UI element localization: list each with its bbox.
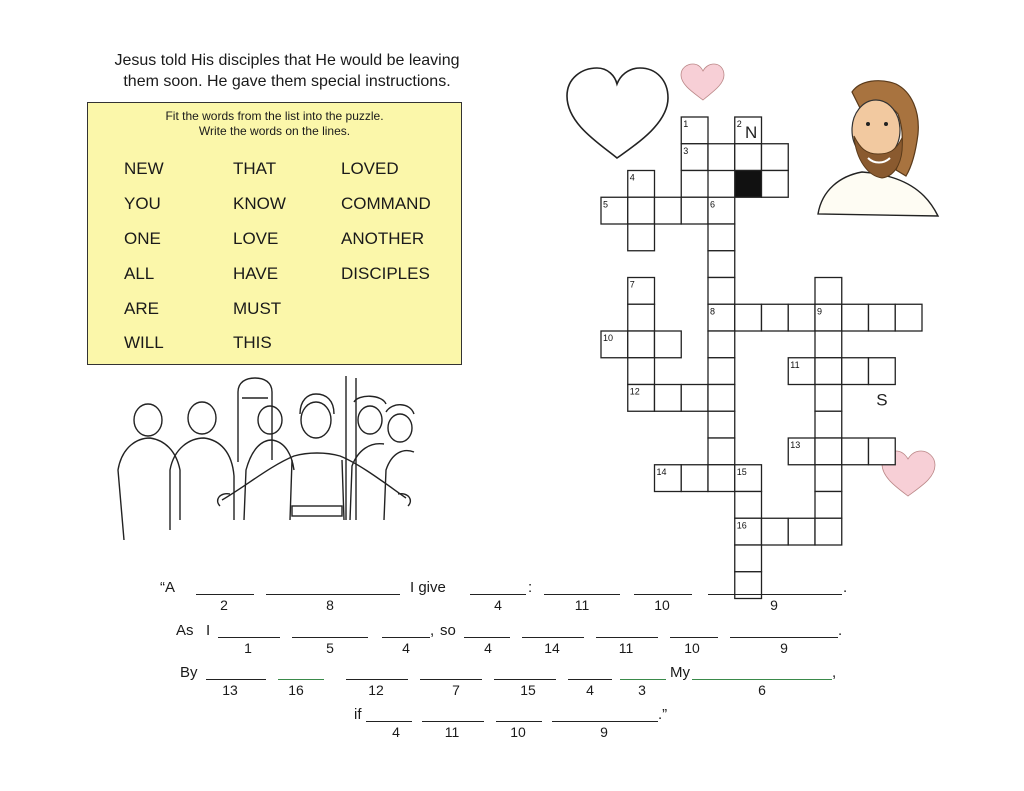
crossword-cell[interactable] [735,144,762,171]
crossword-cell[interactable] [842,304,869,331]
word-item: ALL [124,264,155,283]
answer-blank[interactable] [206,679,266,680]
answer-blank[interactable] [464,637,510,638]
clue-number: 12 [629,386,640,397]
outline-heart-icon [567,68,668,158]
crossword-black-cell [735,171,762,198]
blank-number: 9 [780,640,788,656]
crossword-cell[interactable] [708,251,735,278]
crossword-cell[interactable] [735,304,762,331]
crossword-cell[interactable] [708,411,735,438]
intro-line-2: them soon. He gave them special instructions. [123,73,451,90]
crossword-cell[interactable] [815,438,842,465]
clue-number: 4 [629,172,635,183]
sentence-text: “A [160,579,175,596]
intro-line-1: Jesus told His disciples that He would be leaving [114,52,460,69]
crossword-cell[interactable] [628,331,655,358]
answer-blank[interactable] [708,594,842,595]
crossword-cell[interactable] [869,304,896,331]
crossword-cell[interactable] [815,518,842,545]
sentence-text: , [430,622,435,639]
clue-number: 16 [736,520,747,531]
word-item: LOVED [341,159,399,178]
word-item: KNOW [233,194,286,213]
word-item: MUST [233,299,282,318]
word-item: ARE [124,299,159,318]
clue-number: 6 [710,199,716,210]
answer-blank[interactable] [292,637,368,638]
pink-heart-icon [681,64,724,100]
word-item: YOU [124,194,161,213]
sentence-text: As [176,622,194,639]
blank-number: 10 [684,640,700,656]
blank-number: 1 [244,640,252,656]
blank-number: 12 [368,682,384,698]
blank-number: 4 [392,724,400,740]
blank-number: 9 [600,724,608,740]
word-item: NEW [124,159,164,178]
answer-blank[interactable] [494,679,556,680]
crossword-cell[interactable] [681,465,708,492]
clue-number: 14 [656,466,667,477]
crossword-cell[interactable] [681,171,708,198]
blank-number: 16 [288,682,304,698]
answer-blank[interactable] [218,637,280,638]
sentence-text: . [838,622,843,639]
blank-number: 4 [402,640,410,656]
blank-number: 11 [444,724,460,740]
jesus-portrait-icon [818,81,938,216]
crossword-cell[interactable] [762,518,789,545]
disciples-illustration-icon [118,376,414,540]
sentence-text: so [440,622,456,639]
answer-blank[interactable] [420,679,482,680]
blank-number: 11 [618,640,634,656]
word-item: ONE [124,229,161,248]
answer-blank[interactable] [366,721,412,722]
crossword-cell[interactable] [869,358,896,385]
crossword-cell[interactable] [708,144,735,171]
crossword-cell[interactable] [708,278,735,305]
blank-number: 10 [510,724,526,740]
answer-blank[interactable] [496,721,542,722]
clue-number: 1 [683,119,689,129]
answer-blank[interactable] [552,721,658,722]
blank-number: 4 [494,597,502,613]
sentence-text: I [206,622,211,639]
blank-number: 15 [520,682,536,698]
sentence-text: My [670,664,690,681]
word-item: THAT [233,159,277,178]
crossword-cell[interactable] [708,331,735,358]
word-item: DISCIPLES [341,264,430,283]
answer-blank[interactable] [634,594,692,595]
answer-blank[interactable] [278,679,324,680]
blank-number: 5 [326,640,334,656]
answer-blank[interactable] [522,637,584,638]
answer-blank[interactable] [730,637,838,638]
blank-number: 3 [638,682,646,698]
clue-number: 7 [629,279,635,290]
prefilled-letter: S [876,390,888,410]
crossword-cell[interactable] [628,358,655,385]
crossword-cell[interactable] [762,304,789,331]
crossword-cell[interactable] [869,438,896,465]
crossword-cell[interactable] [815,358,842,385]
blank-number: 2 [220,597,228,613]
sentence-text: , [832,664,837,681]
word-item: WILL [124,333,164,352]
crossword-cell[interactable] [655,197,682,224]
answer-blank[interactable] [620,679,666,680]
blank-number: 6 [758,682,766,698]
answer-blank[interactable] [568,679,612,680]
crossword-cell[interactable] [655,331,682,358]
crossword-cell[interactable] [655,385,682,412]
clue-number: 11 [790,359,800,370]
word-item: ANOTHER [341,229,425,248]
answer-blank[interactable] [596,637,658,638]
blank-number: 4 [586,682,594,698]
word-item: LOVE [233,229,279,248]
blank-number: 11 [574,597,590,613]
crossword-cell[interactable] [762,171,789,198]
crossword-cell[interactable] [628,197,655,224]
answer-blank[interactable] [544,594,620,595]
clue-number: 2 [736,119,742,129]
clue-number: 13 [790,440,801,450]
crossword-cell[interactable] [708,358,735,385]
crossword-cell[interactable] [815,411,842,438]
clue-number: 10 [603,333,614,343]
crossword-cell[interactable] [815,385,842,412]
sentence-text: .” [658,706,668,723]
crossword-cell[interactable] [842,438,869,465]
crossword-cell[interactable] [708,465,735,492]
blank-number: 7 [452,682,460,698]
instruction-line-2: Write the words on the lines. [198,124,351,138]
answer-blank[interactable] [470,594,526,595]
answer-blank[interactable] [422,721,484,722]
crossword-cell[interactable] [815,331,842,358]
crossword-cell[interactable] [628,304,655,331]
blank-number: 9 [770,597,778,613]
crossword-cell[interactable] [762,144,789,171]
blank-number: 4 [484,640,492,656]
blank-number: 13 [222,682,238,698]
blank-number: 8 [326,597,334,613]
crossword-cell[interactable] [735,492,762,519]
crossword-cell[interactable] [788,518,815,545]
clue-number: 3 [683,145,689,156]
sentence-text: By [180,664,198,681]
crossword-cell[interactable] [788,304,815,331]
answer-blank[interactable] [196,594,254,595]
crossword-cell[interactable] [708,385,735,412]
sentence-text: I give [410,579,446,596]
clue-number: 15 [736,466,747,477]
crossword-cell[interactable] [708,438,735,465]
crossword-cell[interactable] [735,545,762,572]
word-item: HAVE [233,264,279,283]
clue-number: 8 [710,306,716,317]
clue-number: 5 [603,199,609,210]
blank-number: 14 [544,640,560,656]
crossword-cell[interactable] [681,385,708,412]
clue-number: 9 [817,306,823,317]
sentence-text: . [843,579,848,596]
crossword-cell[interactable] [842,358,869,385]
sentence-text: : [528,579,533,596]
crossword-cell[interactable] [681,197,708,224]
crossword-cell[interactable] [628,224,655,251]
answer-blank[interactable] [266,594,400,595]
answer-blank[interactable] [692,679,832,680]
word-item: THIS [233,333,272,352]
word-item: COMMAND [341,194,431,213]
answer-blank[interactable] [346,679,408,680]
instruction-line-1: Fit the words from the list into the puzzle. [165,109,384,123]
sentence-text: if [354,706,362,723]
crossword-cell[interactable] [815,465,842,492]
crossword-cell[interactable] [815,492,842,519]
crossword-cell[interactable] [815,278,842,305]
blank-number: 10 [654,597,670,613]
prefilled-letter: N [744,123,758,142]
crossword-cell[interactable] [708,224,735,251]
answer-blank[interactable] [670,637,718,638]
crossword-cell[interactable] [895,304,922,331]
answer-blank[interactable] [382,637,430,638]
